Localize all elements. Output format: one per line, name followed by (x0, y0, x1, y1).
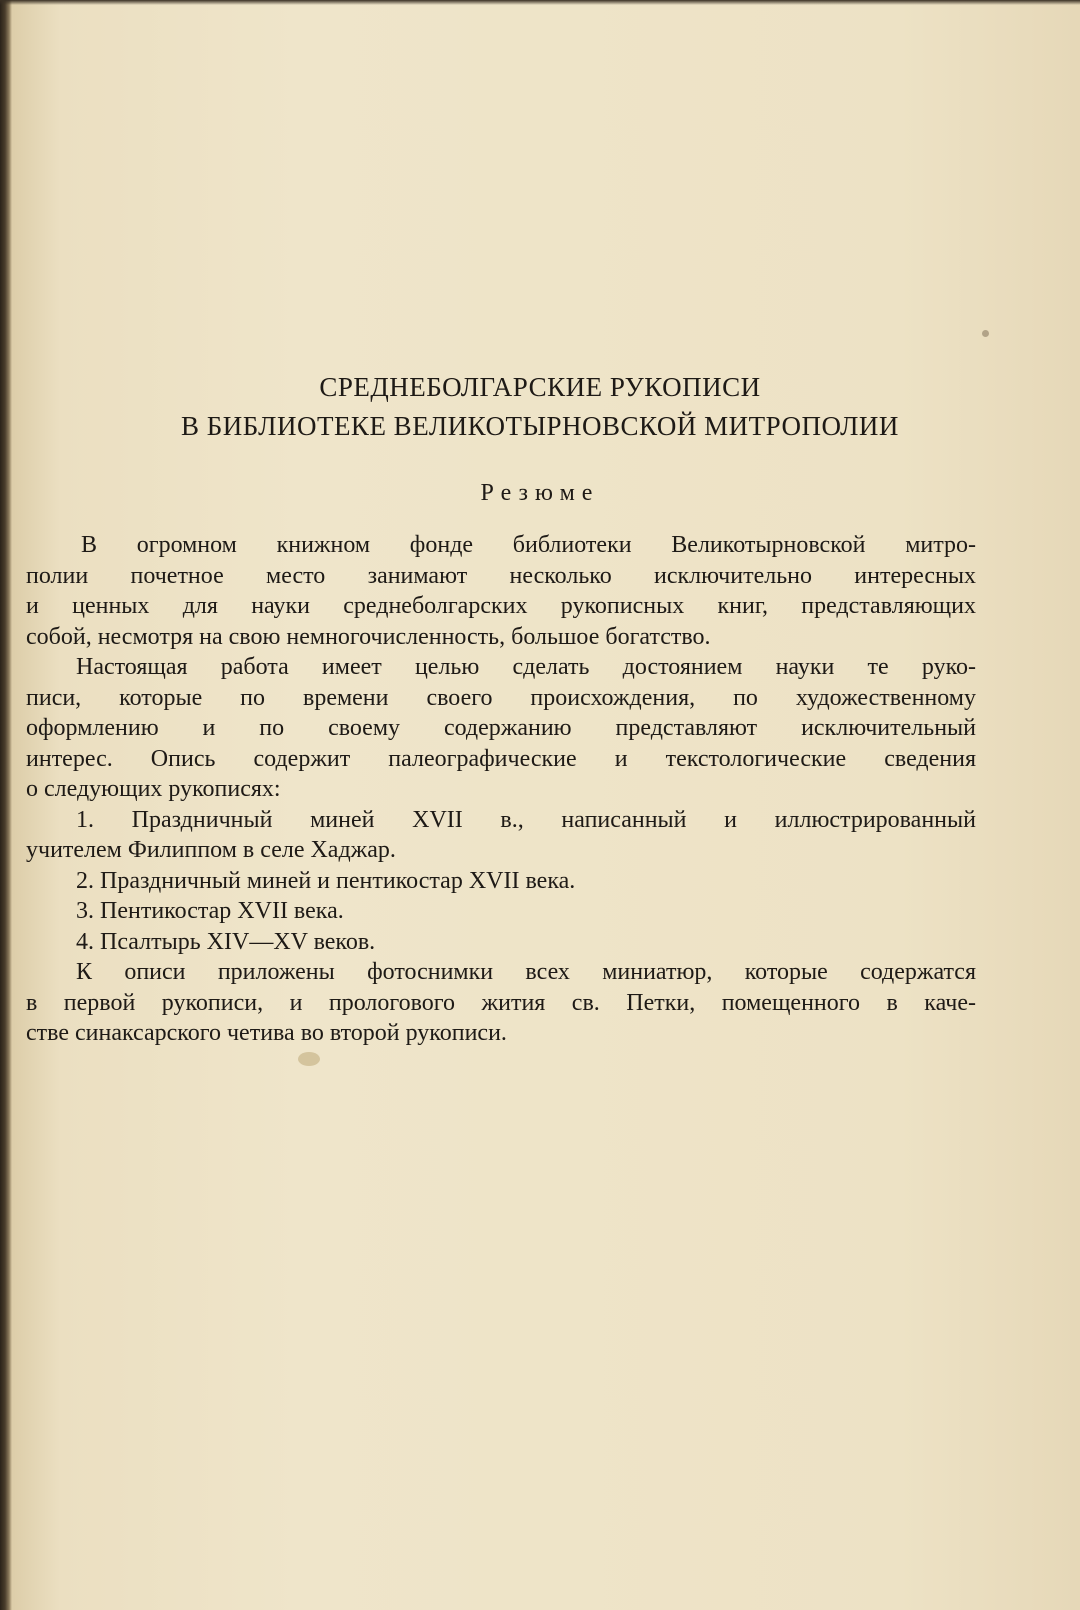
list-item: 3. Пентикостар XVII века. (76, 898, 344, 924)
subtitle-resume: Резюме (480, 480, 600, 506)
list-item: 4. Псалтырь XIV—XV веков. (76, 928, 376, 955)
book-spine-shadow (0, 0, 12, 1610)
body-line: оформлению и по своему содержанию представляют исключительный (26, 715, 976, 741)
body-line: К описи приложены фотоснимки всех миниатюр, которые содержатся (76, 959, 976, 985)
body-line: писи, которые по времени своего происхождения, по художественному (26, 684, 976, 711)
title-line-1: СРЕДНЕБОЛГАРСКИЕ РУКОПИСИ (319, 372, 761, 402)
body-line: стве синаксарского четива во второй рукописи. (26, 1020, 507, 1046)
body-line: в первой рукописи, и прологового жития св. Петки, помещенного в каче- (26, 989, 976, 1016)
title-line-2: В БИБЛИОТЕКЕ ВЕЛИКОТЫРНОВСКОЙ МИТРОПОЛИИ (181, 411, 899, 441)
body-line: о следующих рукописях: (26, 776, 281, 802)
body-line: полии почетное место занимают несколько исключительно интересных (26, 562, 976, 589)
list-item: 2. Праздничный миней и пентикостар XVII века. (76, 867, 576, 894)
paper-speck (982, 330, 989, 337)
list-item-continuation: учителем Филиппом в селе Хаджар. (26, 837, 396, 863)
top-edge-shadow (0, 0, 1080, 5)
paper-stain (298, 1052, 320, 1066)
body-line: В огромном книжном фонде библиотеки Великотырновской митро- (81, 532, 976, 558)
body-line: и ценных для науки среднеболгарских рукописных книг, представляющих (26, 593, 976, 619)
body-line: Настоящая работа имеет целью сделать достоянием науки те руко- (76, 654, 976, 680)
body-line: собой, несмотря на свою немногочисленность, большое богатство. (26, 623, 711, 650)
body-text (26, 530, 976, 1049)
list-item: 1. Праздничный миней XVII в., написанный и иллюстрированный (76, 806, 976, 833)
body-line: интерес. Опись содержит палеографические и текстологические сведения (26, 745, 976, 772)
